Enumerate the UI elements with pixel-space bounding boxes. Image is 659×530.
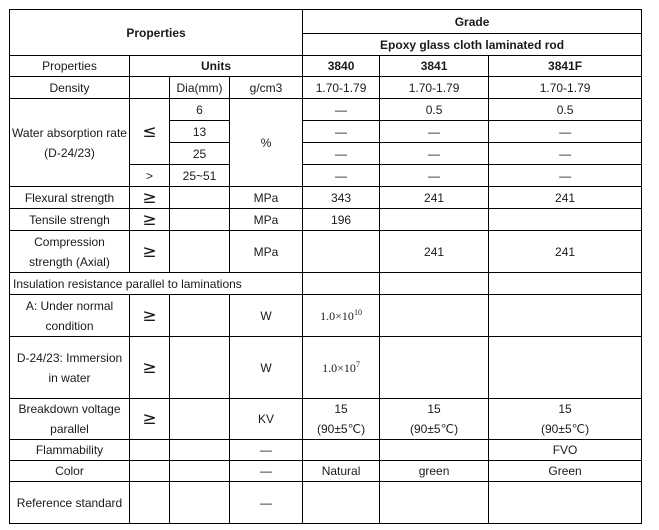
breakdown-value: 15 (558, 402, 572, 416)
immersion-row (10, 337, 642, 399)
reference-row (10, 482, 642, 524)
water-3841f: — (489, 143, 642, 165)
water-unit: % (230, 99, 303, 187)
blank-cell (170, 461, 230, 482)
water-3841f: — (489, 121, 642, 143)
insulation-row (10, 273, 642, 295)
normal-exponent: 10 (353, 307, 362, 317)
breakdown-value: 15 (334, 402, 348, 416)
density-label: Density (10, 77, 130, 99)
water-3841: — (380, 143, 489, 165)
color-3841f: Green (489, 461, 642, 482)
blank-cell (170, 231, 230, 273)
greater-equal-symbol: ≥ (130, 337, 170, 399)
blank-cell (380, 440, 489, 461)
immersion-3840 (303, 337, 380, 399)
blank-cell (130, 482, 170, 524)
color-row (10, 461, 642, 482)
grade-3841-header: 3841 (380, 56, 489, 77)
color-3840: Natural (303, 461, 380, 482)
properties-col-header: Properties (10, 56, 130, 77)
density-row (10, 77, 642, 99)
blank-cell (380, 337, 489, 399)
blank-cell (170, 209, 230, 231)
header-row-3 (10, 56, 642, 77)
blank-cell (489, 482, 642, 524)
blank-cell (489, 337, 642, 399)
properties-header: Properties (10, 10, 303, 56)
greater-equal-symbol: ≥ (130, 187, 170, 209)
blank-cell (170, 482, 230, 524)
grade-3841f-header: 3841F (489, 56, 642, 77)
grade-header: Grade (303, 10, 642, 34)
water-3841: 0.5 (380, 99, 489, 121)
immersion-mantissa: 1.0×10 (322, 360, 356, 375)
flexural-3840: 343 (303, 187, 380, 209)
flammability-label: Flammability (10, 440, 130, 461)
header-row-1 (10, 10, 642, 34)
water-3840: — (303, 143, 380, 165)
dia-label: Dia(mm) (170, 77, 230, 99)
insulation-label: Insulation resistance parallel to laminations (10, 273, 303, 295)
normal-condition-label: A: Under normal condition (10, 295, 130, 337)
normal-unit: W (230, 295, 303, 337)
normal-condition-row (10, 295, 642, 337)
breakdown-condition: (90±5℃) (410, 422, 459, 436)
greater-equal-symbol: ≥ (130, 231, 170, 273)
compression-3841f: 241 (489, 231, 642, 273)
density-3841: 1.70-1.79 (380, 77, 489, 99)
blank-cell (170, 399, 230, 440)
flexural-row (10, 187, 642, 209)
flammability-3841f: FVO (489, 440, 642, 461)
blank-cell (303, 273, 380, 295)
immersion-label: D-24/23: Immersion in water (10, 337, 130, 399)
density-3841f: 1.70-1.79 (489, 77, 642, 99)
blank-cell (130, 440, 170, 461)
water-dia: 13 (170, 121, 230, 143)
breakdown-3840 (303, 399, 380, 440)
tensile-unit: MPa (230, 209, 303, 231)
blank-cell (489, 295, 642, 337)
water-3841: — (380, 121, 489, 143)
flexural-3841f: 241 (489, 187, 642, 209)
spec-sheet (9, 9, 642, 524)
color-unit: — (230, 461, 303, 482)
compression-3841: 241 (380, 231, 489, 273)
blank-cell (170, 295, 230, 337)
tensile-row (10, 209, 642, 231)
compression-unit: MPa (230, 231, 303, 273)
color-label: Color (10, 461, 130, 482)
product-name: Epoxy glass cloth laminated rod (303, 34, 642, 56)
water-3841f: — (489, 165, 642, 187)
grade-3840-header: 3840 (303, 56, 380, 77)
breakdown-3841 (380, 399, 489, 440)
breakdown-condition: (90±5℃) (541, 422, 590, 436)
breakdown-row (10, 399, 642, 440)
blank-cell (130, 461, 170, 482)
water-3841f: 0.5 (489, 99, 642, 121)
breakdown-3841f (489, 399, 642, 440)
blank-cell (489, 273, 642, 295)
color-3841: green (380, 461, 489, 482)
compression-label: Compression strength (Axial) (10, 231, 130, 273)
blank-cell (170, 440, 230, 461)
flexural-3841: 241 (380, 187, 489, 209)
blank-cell (303, 440, 380, 461)
density-blank (130, 77, 170, 99)
blank-cell (380, 273, 489, 295)
breakdown-condition: (90±5℃) (317, 422, 366, 436)
compression-3840 (303, 231, 380, 273)
compression-row (10, 231, 642, 273)
greater-equal-symbol: ≥ (130, 209, 170, 231)
flexural-label: Flexural strength (10, 187, 130, 209)
immersion-unit: W (230, 337, 303, 399)
less-equal-symbol: ≤ (130, 99, 170, 165)
blank-cell (170, 337, 230, 399)
greater-equal-symbol: ≥ (130, 295, 170, 337)
greater-equal-symbol: ≥ (130, 399, 170, 440)
water-row-1 (10, 99, 642, 121)
water-3841: — (380, 165, 489, 187)
density-unit: g/cm3 (230, 77, 303, 99)
breakdown-value: 15 (427, 402, 441, 416)
blank-cell (380, 295, 489, 337)
water-3840: — (303, 121, 380, 143)
tensile-3841 (380, 209, 489, 231)
breakdown-label: Breakdown voltage parallel (10, 399, 130, 440)
water-dia: 6 (170, 99, 230, 121)
flexural-unit: MPa (230, 187, 303, 209)
blank-cell (170, 187, 230, 209)
breakdown-unit: KV (230, 399, 303, 440)
tensile-3840: 196 (303, 209, 380, 231)
flammability-unit: — (230, 440, 303, 461)
units-header: Units (130, 56, 303, 77)
water-dia: 25~51 (170, 165, 230, 187)
tensile-label: Tensile strengh (10, 209, 130, 231)
water-absorption-label: Water absorption rate (D-24/23) (10, 99, 130, 187)
blank-cell (303, 482, 380, 524)
water-3840: — (303, 165, 380, 187)
water-dia: 25 (170, 143, 230, 165)
normal-3840 (303, 295, 380, 337)
immersion-exponent: 7 (355, 359, 360, 369)
reference-unit: — (230, 482, 303, 524)
water-3840: — (303, 99, 380, 121)
density-3840: 1.70-1.79 (303, 77, 380, 99)
properties-table (9, 9, 642, 524)
flammability-row (10, 440, 642, 461)
tensile-3841f (489, 209, 642, 231)
reference-label: Reference standard (10, 482, 130, 524)
normal-mantissa: 1.0×10 (320, 308, 354, 323)
greater-symbol: > (130, 165, 170, 187)
blank-cell (380, 482, 489, 524)
